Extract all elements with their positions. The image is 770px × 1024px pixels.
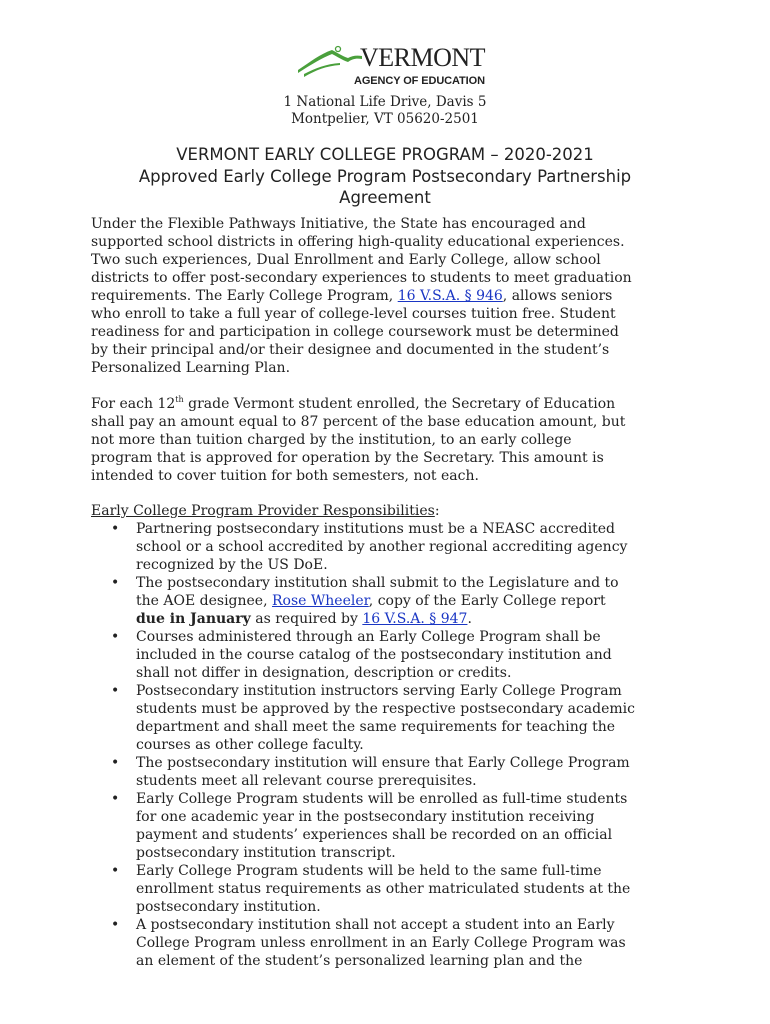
text-line: A postsecondary institution shall not accept a student into an Early [136, 917, 615, 933]
text-line: Early College Program students will be enrolled as full-time students [136, 791, 628, 807]
text-line: Early College Program students will be held to the same full-time [136, 863, 602, 879]
text-segment: requirements. The Early College Program, [91, 288, 398, 304]
text-line: districts to offer post-secondary experiences to students to meet graduation [91, 270, 632, 286]
address-line-1: 1 National Life Drive, Davis 5 [283, 94, 487, 110]
bullet-icon: • [111, 521, 120, 537]
text-segment: grade Vermont student enrolled, the Secretary of Education [183, 396, 616, 412]
responsibilities-section [91, 502, 691, 970]
text-line: The postsecondary institution will ensure that Early College Program [136, 755, 630, 771]
list-item [91, 916, 691, 970]
list-item [91, 754, 691, 790]
bullet-icon: • [111, 863, 120, 879]
due-date-emphasis: due in January [136, 611, 251, 627]
bullet-icon: • [111, 575, 120, 591]
list-item [91, 574, 691, 628]
document-title [80, 144, 690, 209]
superscript: th [175, 395, 184, 404]
text-line: postsecondary institution. [136, 899, 321, 915]
text-segment: , allows seniors [502, 288, 613, 304]
text-segment: . [467, 611, 472, 627]
text-line: an element of the student’s personalized learning plan and the [136, 953, 583, 969]
text-line: enrollment status requirements as other matriculated students at the [136, 881, 631, 897]
text-line: College Program unless enrollment in an Early College Program was [136, 935, 626, 951]
text-line: Partnering postsecondary institutions must be a NEASC accredited [136, 521, 615, 537]
text-line: courses as other college faculty. [136, 737, 364, 753]
bullet-icon: • [111, 683, 120, 699]
text-line: by their principal and/or their designee and documented in the student’s [91, 342, 610, 358]
text-line: for one academic year in the postsecondary institution receiving [136, 809, 595, 825]
text-line: shall not differ in designation, description or credits. [136, 665, 512, 681]
bullet-icon: • [111, 917, 120, 933]
list-item [91, 628, 691, 682]
rose-wheeler-email-link[interactable]: Rose Wheeler [272, 593, 369, 609]
text-segment: For each 12 [91, 396, 176, 412]
text-line: school or a school accredited by another regional accrediting agency [136, 539, 628, 555]
text-line: who enroll to take a full year of college-level courses tuition free. Student [91, 306, 616, 322]
text-line: Courses administered through an Early College Program shall be [136, 629, 601, 645]
heading-colon: : [434, 503, 440, 519]
statute-946-link[interactable]: 16 V.S.A. § 946 [397, 288, 503, 304]
text-line: postsecondary institution transcript. [136, 845, 396, 861]
text-line: included in the course catalog of the postsecondary institution and [136, 647, 612, 663]
text-line: Under the Flexible Pathways Initiative, the State has encouraged and [91, 216, 586, 232]
text-line: Postsecondary institution instructors serving Early College Program [136, 683, 622, 699]
list-item [91, 520, 691, 574]
text-line: Personalized Learning Plan. [91, 360, 291, 376]
text-segment: , copy of the Early College report [368, 593, 606, 609]
text-segment: the AOE designee, [136, 593, 272, 609]
text-line: readiness for and participation in college coursework must be determined [91, 324, 619, 340]
text-line [136, 592, 691, 610]
text-line: recognized by the US DoE. [136, 557, 328, 573]
statute-947-link[interactable]: 16 V.S.A. § 947 [362, 611, 468, 627]
title-line-1: VERMONT EARLY COLLEGE PROGRAM – 2020-2021 [176, 145, 594, 164]
text-line: shall pay an amount equal to 87 percent of the base education amount, but [91, 414, 626, 430]
bullet-icon: • [111, 791, 120, 807]
text-line: supported school districts in offering high-quality educational experiences. [91, 234, 625, 250]
text-line: payment and students’ experiences shall be recorded on an official [136, 827, 613, 843]
logo-subtitle: AGENCY OF EDUCATION [354, 75, 485, 87]
logo-wordmark: VERMONT [360, 43, 486, 72]
text-line [136, 610, 691, 628]
bullet-icon: • [111, 629, 120, 645]
text-line: department and shall meet the same requirements for teaching the [136, 719, 616, 735]
intro-paragraph [91, 215, 691, 377]
bullet-icon: • [111, 755, 120, 771]
text-line: The postsecondary institution shall submit to the Legislature and to [136, 575, 619, 591]
text-segment: as required by [250, 611, 363, 627]
funding-paragraph [91, 395, 691, 485]
section-heading [91, 502, 691, 520]
text-line: students meet all relevant course prerequisites. [136, 773, 477, 789]
text-line: not more than tuition charged by the institution, to an early college [91, 432, 572, 448]
list-item [91, 682, 691, 754]
text-line: Two such experiences, Dual Enrollment and Early College, allow school [91, 252, 601, 268]
address-line-2: Montpelier, VT 05620-2501 [291, 111, 479, 127]
text-line: students must be approved by the respective postsecondary academic [136, 701, 635, 717]
title-line-2: Approved Early College Program Postsecondary Partnership [138, 166, 632, 186]
text-line [91, 287, 691, 305]
vermont-aoe-logo [296, 43, 486, 90]
heading-text: Early College Program Provider Responsibilities [91, 503, 435, 519]
text-line: program that is approved for operation by the Secretary. This amount is [91, 450, 604, 466]
title-line-3: Agreement [339, 188, 431, 207]
list-item [91, 862, 691, 916]
text-line [91, 395, 691, 413]
text-line: intended to cover tuition for both semesters, not each. [91, 468, 479, 484]
list-item [91, 790, 691, 862]
